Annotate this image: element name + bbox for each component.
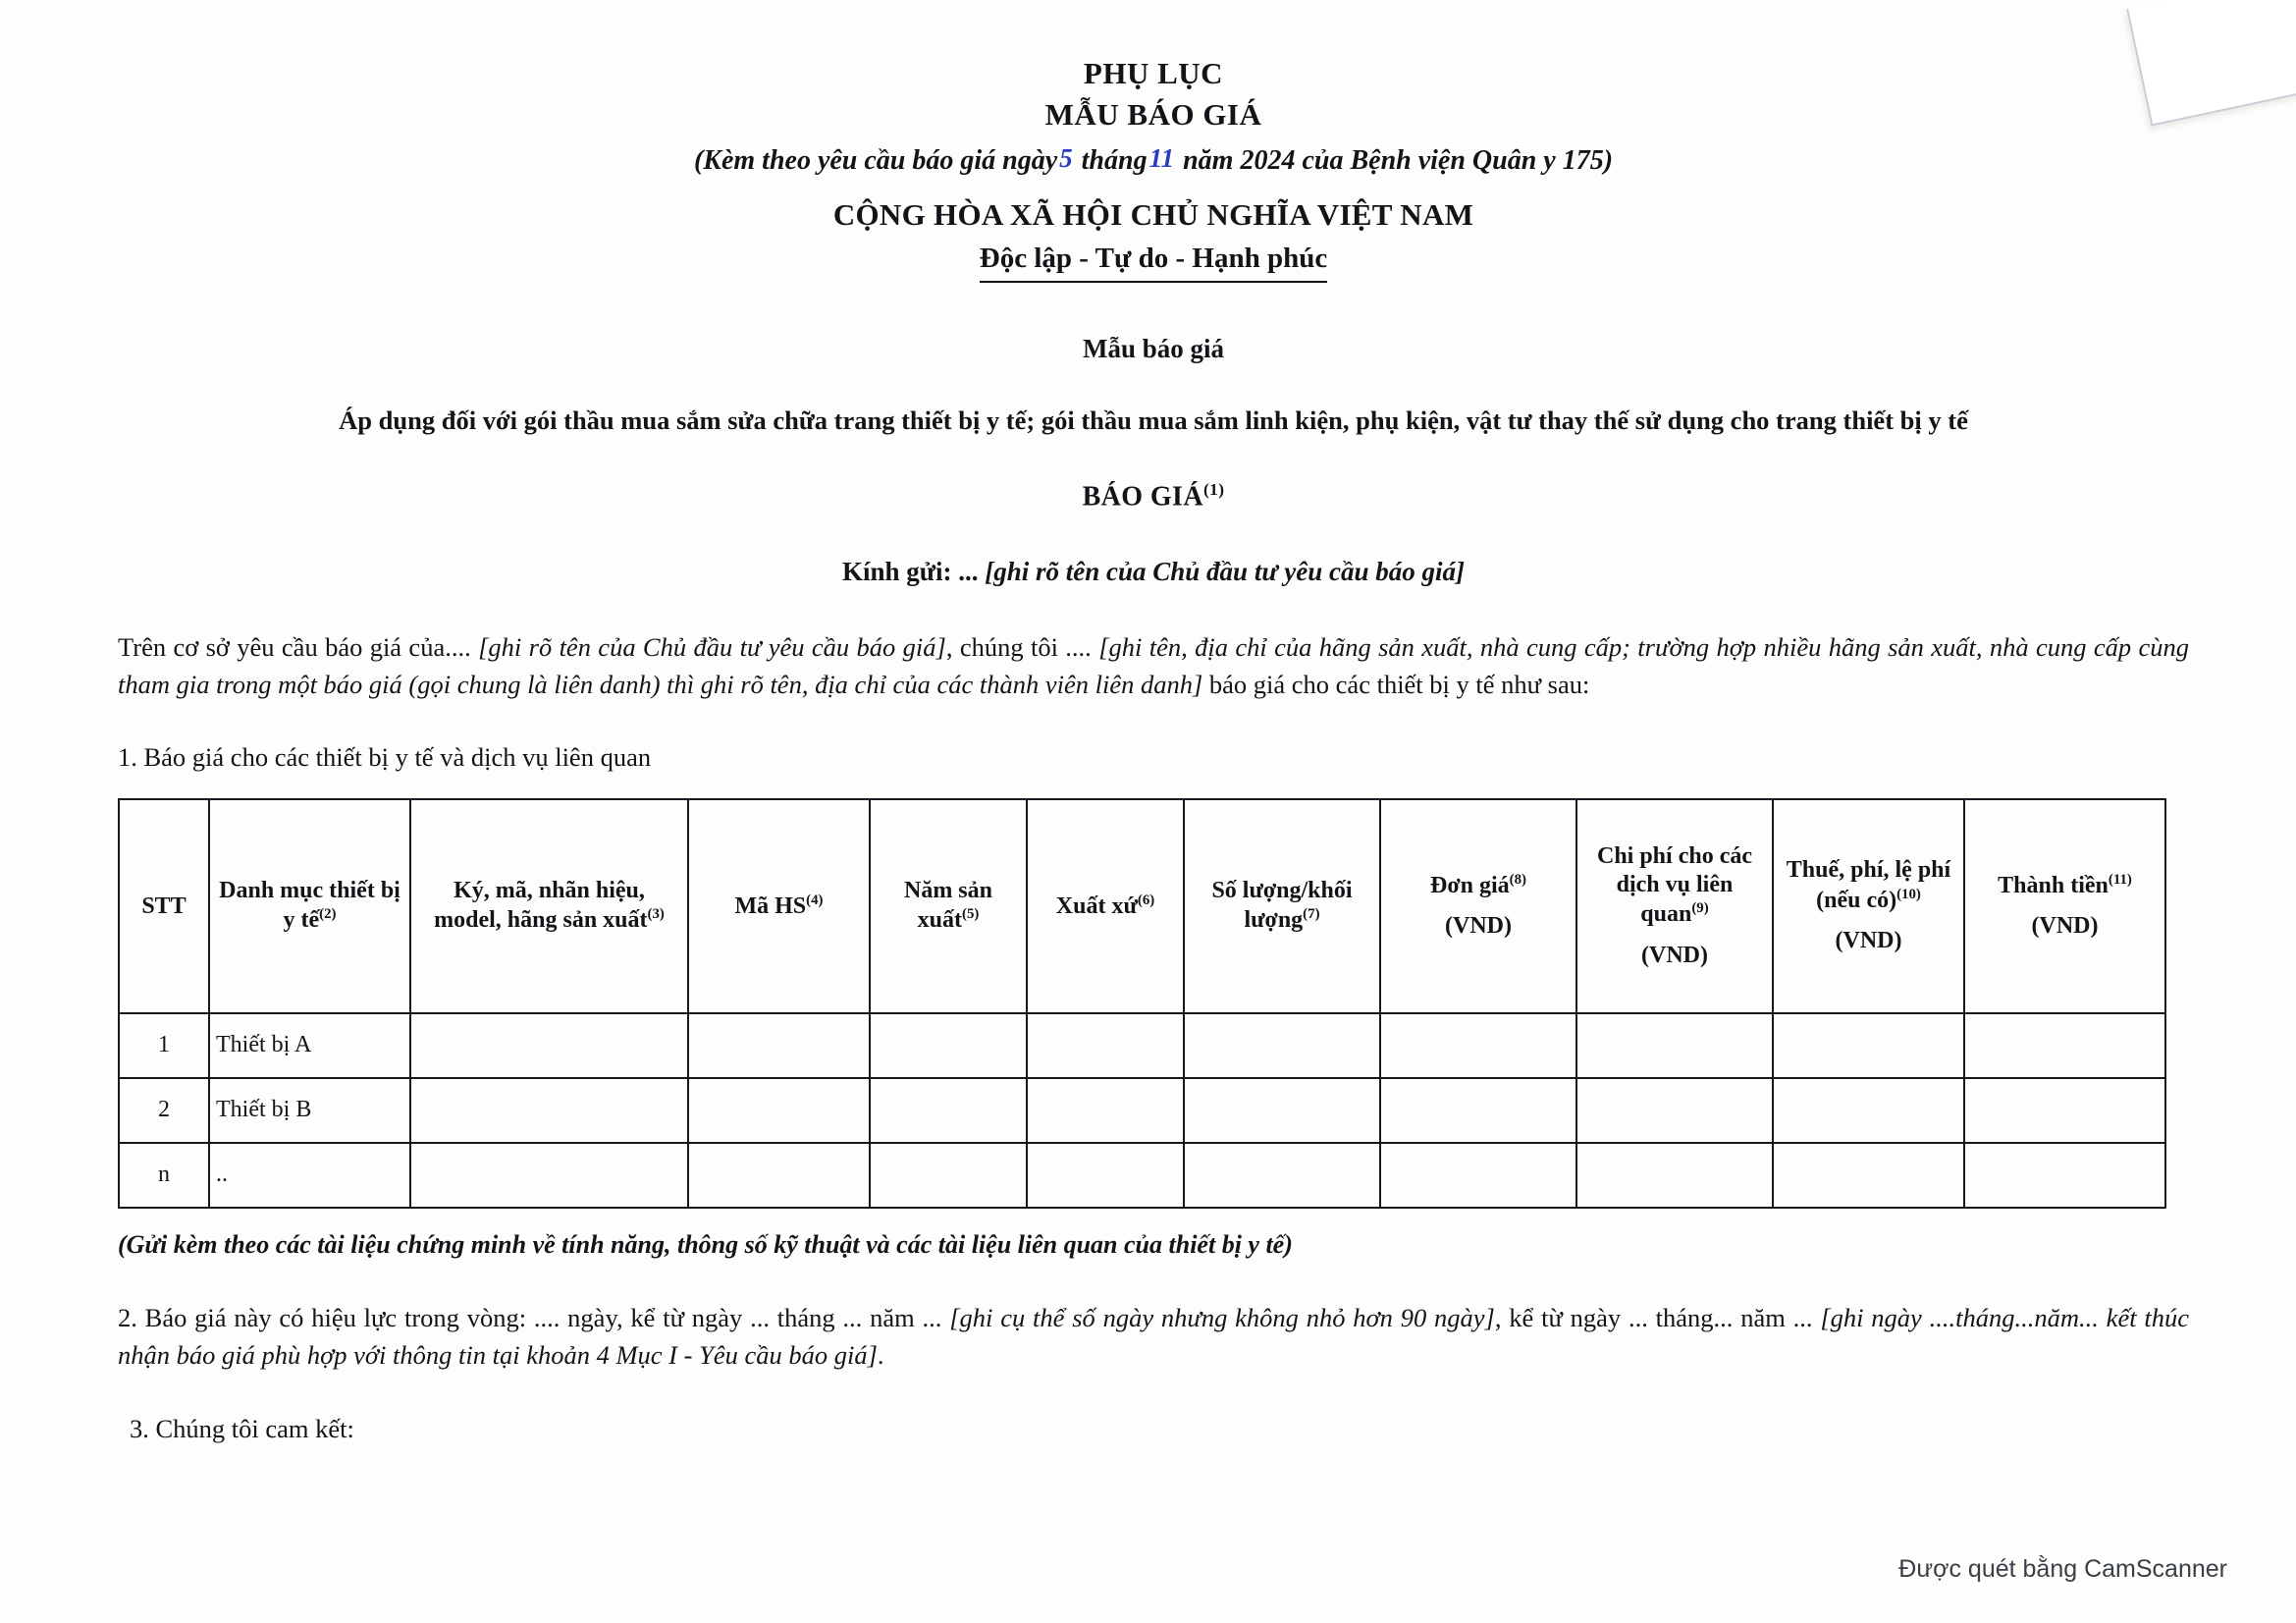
header-text: Mã HS — [734, 893, 807, 919]
header-text: Ký, mã, nhãn hiệu, model, hãng sản xuất — [434, 878, 648, 934]
addressee-label: Kính gửi: ... — [842, 556, 979, 586]
header-footnote: (9) — [1691, 900, 1709, 917]
intro-italic-2: [ghi tên, địa chỉ của hãng sản xuất, nhà cung cấp; trường hợp nhiều hãng sản xuất, nhà cung cấp cùng tham gia trong một báo giá (gọi chung là liên danh) thì ghi rõ tên, địa chỉ của các thành viên liên danh] — [118, 631, 2190, 699]
handwritten-day: 5 — [1059, 143, 1073, 174]
intro-part-2: , chúng tôi .... — [945, 631, 1092, 662]
header-text: Đơn giá — [1430, 873, 1510, 899]
cell-stt: n — [119, 1143, 209, 1208]
appendix-title: PHỤ LỤC — [1083, 56, 1224, 90]
header-text: Danh mục thiết bị y tế — [219, 878, 400, 934]
header-text: Thuế, phí, lệ phí (nếu có) — [1786, 857, 1951, 913]
national-motto: Độc lập - Tự do - Hạnh phúc — [980, 243, 1328, 283]
intro-part-3: báo giá cho các thiết bị y tế như sau: — [1202, 669, 1590, 699]
column-header-tax-fee — [1773, 799, 1964, 1013]
table-header-row — [119, 799, 2165, 1013]
header-text: STT — [141, 893, 187, 919]
handwritten-month: 11 — [1148, 143, 1175, 174]
attachment-month-word: tháng — [1081, 145, 1148, 177]
validity-part-1: 2. Báo giá này có hiệu lực trong vòng: .... ngày, kể từ ngày ... tháng ... năm ... — [118, 1302, 942, 1332]
quotation-table — [118, 798, 2166, 1209]
header-footnote: (3) — [647, 906, 665, 923]
column-header-total — [1964, 799, 2165, 1013]
cell-quantity[interactable] — [1184, 1143, 1380, 1208]
header-text: Chi phí cho các dịch vụ liên quan — [1596, 842, 1752, 928]
quote-heading-footnote: (1) — [1202, 480, 1225, 500]
document-content — [118, 54, 2189, 1444]
validity-italic-2: [ghi ngày ....tháng...năm... kết thúc nhận báo giá phù hợp với thông tin tại khoản 4 Mục I - Yêu cầu báo giá] — [118, 1302, 2190, 1371]
form-title: MẪU BÁO GIÁ — [1044, 96, 1262, 132]
cell-tax-fee[interactable] — [1773, 1013, 1964, 1078]
cell-model[interactable] — [410, 1078, 688, 1143]
header-text: Thành tiền — [1998, 873, 2109, 899]
intro-part-1: Trên cơ sở yêu cầu báo giá của.... — [118, 631, 471, 662]
national-title: CỘNG HÒA XÃ HỘI CHỦ NGHĨA VIỆT NAM — [832, 196, 1474, 232]
cell-origin[interactable] — [1027, 1078, 1184, 1143]
addressee-placeholder: [ghi rõ tên của Chủ đầu tư yêu cầu báo giá] — [985, 556, 1465, 586]
header-footnote: (11) — [2108, 872, 2132, 889]
cell-unit-price[interactable] — [1380, 1078, 1576, 1143]
cell-total[interactable] — [1964, 1078, 2165, 1143]
header-footnote: (7) — [1303, 906, 1320, 923]
header-footnote: (8) — [1509, 872, 1526, 889]
column-header-model — [410, 799, 688, 1013]
table-row — [119, 1143, 2165, 1208]
validity-part-3: . — [877, 1340, 884, 1371]
validity-part-2: , kể từ ngày ... tháng... năm ... — [1494, 1302, 1813, 1332]
cell-stt: 2 — [119, 1078, 209, 1143]
cell-hs-code[interactable] — [688, 1078, 870, 1143]
column-header-origin — [1027, 799, 1184, 1013]
column-header-item-name — [209, 799, 410, 1013]
header-currency: (VND) — [1641, 942, 1708, 968]
cell-quantity[interactable] — [1184, 1078, 1380, 1143]
cell-item-name: .. — [209, 1143, 410, 1208]
attachment-note: (Gửi kèm theo các tài liệu chứng minh về tính năng, thông số kỹ thuật và các tài liệu liên quan của thiết bị y tế) — [118, 1229, 1293, 1259]
header-footnote: (10) — [1896, 886, 1921, 902]
attachment-prefix: (Kèm theo yêu cầu báo giá ngày — [693, 145, 1058, 177]
attachment-suffix: năm 2024 của Bệnh viện Quân y 175) — [1183, 145, 1614, 177]
cell-total[interactable] — [1964, 1143, 2165, 1208]
cell-item-name: Thiết bị A — [209, 1013, 410, 1078]
cell-origin[interactable] — [1027, 1143, 1184, 1208]
validity-italic-1: [ghi cụ thể số ngày nhưng không nhỏ hơn 90 ngày] — [949, 1302, 1495, 1332]
cell-year[interactable] — [870, 1013, 1027, 1078]
table-row — [119, 1078, 2165, 1143]
cell-service-cost[interactable] — [1576, 1013, 1773, 1078]
header-footnote: (5) — [961, 906, 980, 923]
intro-italic-1: [ghi rõ tên của Chủ đầu tư yêu cầu báo giá] — [478, 631, 946, 662]
cell-year[interactable] — [870, 1078, 1027, 1143]
header-footnote: (2) — [319, 906, 337, 923]
cell-hs-code[interactable] — [688, 1013, 870, 1078]
attachment-line — [118, 143, 2189, 179]
header-text: Số lượng/khối lượng — [1211, 878, 1353, 934]
cell-tax-fee[interactable] — [1773, 1078, 1964, 1143]
header-currency: (VND) — [1445, 913, 1512, 940]
header-currency: (VND) — [2031, 913, 2099, 940]
motto-wrapper — [118, 243, 2189, 283]
intro-paragraph — [118, 628, 2189, 703]
cell-total[interactable] — [1964, 1013, 2165, 1078]
header-footnote: (6) — [1137, 892, 1155, 908]
column-header-unit-price — [1380, 799, 1576, 1013]
addressee-line — [118, 557, 2189, 587]
cell-hs-code[interactable] — [688, 1143, 870, 1208]
column-header-year — [870, 799, 1027, 1013]
column-header-hs-code — [688, 799, 870, 1013]
header-currency: (VND) — [1835, 927, 1902, 953]
section-3-heading: 3. Chúng tôi cam kết: — [130, 1413, 354, 1443]
cell-origin[interactable] — [1027, 1013, 1184, 1078]
cell-quantity[interactable] — [1184, 1013, 1380, 1078]
scope-text: Áp dụng đối với gói thầu mua sắm sửa chữa trang thiết bị y tế; gói thầu mua sắm linh kiện, phụ kiện, vật tư thay thế sử dụng cho trang thiết bị y tế — [339, 405, 1968, 435]
column-header-quantity — [1184, 799, 1380, 1013]
column-header-stt — [119, 799, 209, 1013]
cell-tax-fee[interactable] — [1773, 1143, 1964, 1208]
cell-unit-price[interactable] — [1380, 1013, 1576, 1078]
cell-service-cost[interactable] — [1576, 1078, 1773, 1143]
sample-label: Mẫu báo giá — [1082, 333, 1225, 363]
cell-stt: 1 — [119, 1013, 209, 1078]
cell-unit-price[interactable] — [1380, 1143, 1576, 1208]
header-text: Xuất xứ — [1055, 893, 1138, 919]
camscanner-watermark: Được quét bằng CamScanner — [1898, 1555, 2227, 1583]
cell-service-cost[interactable] — [1576, 1143, 1773, 1208]
cell-year[interactable] — [870, 1143, 1027, 1208]
header-text: Năm sản xuất — [903, 878, 992, 934]
header-footnote: (4) — [806, 892, 824, 908]
section-2-paragraph — [118, 1299, 2189, 1375]
table-row — [119, 1013, 2165, 1078]
section-1-heading: 1. Báo giá cho các thiết bị y tế và dịch vụ liên quan — [118, 741, 652, 772]
cell-model[interactable] — [410, 1013, 688, 1078]
quote-heading — [118, 480, 2189, 513]
column-header-service-cost — [1576, 799, 1773, 1013]
cell-model[interactable] — [410, 1143, 688, 1208]
quote-heading-text: BÁO GIÁ — [1082, 481, 1203, 513]
cell-item-name: Thiết bị B — [209, 1078, 410, 1143]
